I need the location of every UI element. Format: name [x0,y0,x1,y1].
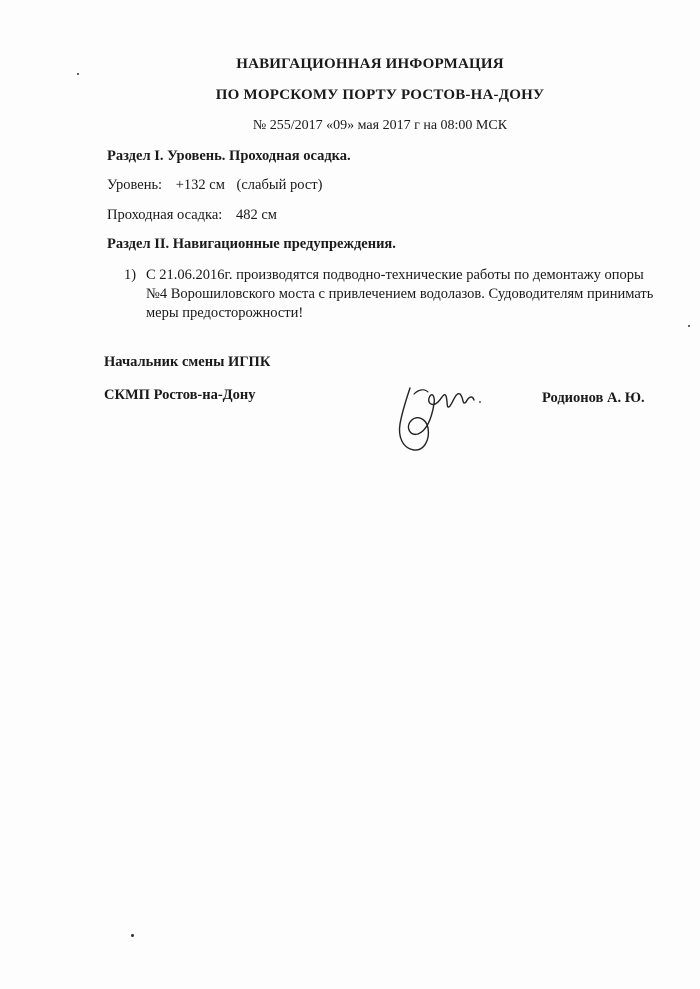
water-level-row [107,177,322,194]
water-level-value: +132 см [175,177,225,193]
passage-draft-label: Проходная осадка: [107,207,223,223]
document-title: НАВИГАЦИОННАЯ ИНФОРМАЦИЯ [236,56,504,72]
water-level-trend: (слабый рост) [236,177,323,193]
water-level-label: Уровень: [107,177,163,193]
signer-name: Родионов А. Ю. [542,390,645,406]
document-subtitle: ПО МОРСКОМУ ПОРТУ РОСТОВ-НА-ДОНУ [215,87,545,103]
passage-draft-row [107,207,285,224]
handwritten-signature [388,378,488,458]
section-2-heading: Раздел II. Навигационные предупреждения. [107,236,396,252]
scan-speck [688,325,690,327]
issue-number-date: № 255/2017 «09» мая 2017 г на 08:00 МСК [252,118,508,133]
warning-text: С 21.06.2016г. производятся подводно-технические работы по демонтажу опоры №4 Ворошиловского моста с привлечением водолазов. Судоводителям принимать меры предосторожности! [146,267,654,321]
passage-draft-value: 482 см [235,207,277,223]
scan-speck [77,73,79,75]
section-1-heading: Раздел I. Уровень. Проходная осадка. [107,148,351,164]
signer-position-line1: Начальник смены ИГПК [104,354,271,370]
warning-number: 1) [124,267,137,283]
scan-speck [131,934,134,937]
warning-item [124,266,664,323]
signer-position-line2: СКМП Ростов-на-Дону [104,387,256,403]
